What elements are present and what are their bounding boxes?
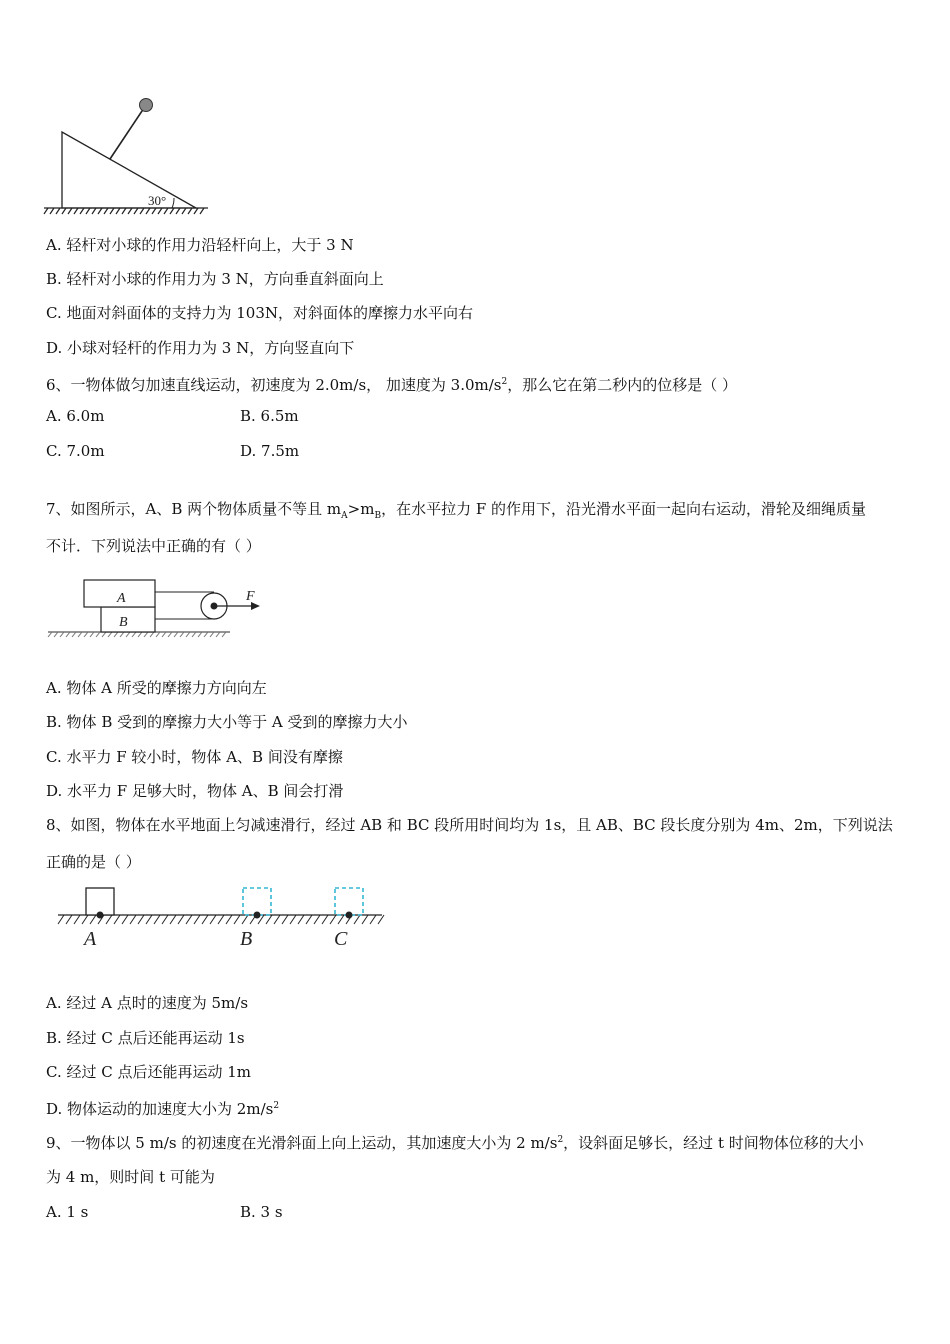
point-b-label: B: [240, 928, 253, 950]
q5-option-a: A. 轻杆对小球的作用力沿轻杆向上，大于 3 N: [46, 236, 354, 254]
angle-arc: [172, 198, 174, 208]
q7-option-b: B. 物体 B 受到的摩擦力大小等于 A 受到的摩擦力大小: [46, 713, 408, 731]
ground-hatch: [44, 208, 208, 214]
q7-stem-line2: 不计．下列说法中正确的有（ ）: [46, 537, 261, 555]
q7-stem: 7、如图所示，A、B 两个物体质量不等且 $m_A>m_B$，在水平拉力 F 的作用下，沿光滑水平面一起向右运动，滑轮及细绳质量: [46, 500, 867, 521]
q7-option-a: A. 物体 A 所受的摩擦力方向向左: [46, 679, 267, 697]
q8-stem-line2: 正确的是（ ）: [46, 853, 141, 871]
point-c-label: C: [334, 928, 348, 950]
q5-option-d: D. 小球对轻杆的作用力为 3 N，方向竖直向下: [46, 339, 355, 357]
q6-option-a: A. 6.0m: [46, 407, 105, 425]
block-at-a: [86, 888, 114, 915]
q7-option-d: D. 水平力 F 足够大时，物体 A、B 间会打滑: [46, 782, 344, 800]
incline-triangle: [62, 132, 196, 208]
ball: [140, 99, 153, 112]
q8-option-d: D. 物体运动的加速度大小为 $2m/s^2$: [46, 1100, 280, 1118]
point-a-label: A: [84, 928, 97, 950]
block-at-b: [243, 888, 271, 915]
block-a-label: A: [117, 591, 126, 606]
q9-stem: 9、一物体以 5 m/s 的初速度在光滑斜面上向上运动，其加速度大小为 2 $m/s^2$，设斜面足够长，经过 t 时间物体位移的大小: [46, 1134, 864, 1152]
block-b-label: B: [119, 615, 128, 630]
q5-option-b: B. 轻杆对小球的作用力为 3 N，方向垂直斜面向上: [46, 270, 384, 288]
q6-option-d: D. 7.5m: [240, 442, 300, 460]
q8-stem: 8、如图，物体在水平地面上匀减速滑行，经过 AB 和 BC 段所用时间均为 1s，且 AB、BC 段长度分别为 4m、2m，下列说法: [46, 816, 893, 834]
pulley-blocks-figure: [44, 576, 274, 642]
q6-option-c: C. 7.0m: [46, 442, 105, 460]
force-label: F: [246, 589, 255, 604]
q5-option-c: C. 地面对斜面体的支持力为 103N，对斜面体的摩擦力水平向右: [46, 304, 474, 322]
q6-stem: 6、一物体做匀加速直线运动，初速度为 2.0m/s， 加速度为 $3.0m/s^2$，那么它在第二秒内的位移是（ ）: [46, 376, 738, 394]
angle-label: 30°: [148, 193, 167, 208]
q9-stem-line2: 为 4 m，则时间 t 可能为: [46, 1168, 215, 1186]
q9-option-b: B. 3 s: [240, 1203, 283, 1221]
block-at-c: [335, 888, 363, 915]
incline-ball-figure: [40, 92, 215, 222]
block-b: [101, 607, 155, 632]
q7-option-c: C. 水平力 F 较小时，物体 A、B 间没有摩擦: [46, 748, 343, 766]
q8-option-a: A. 经过 A 点时的速度为 5m/s: [46, 994, 249, 1012]
q9-option-a: A. 1 s: [46, 1203, 89, 1221]
light-rod: [110, 108, 144, 159]
q8-option-b: B. 经过 C 点后还能再运动 1s: [46, 1029, 245, 1047]
q8-option-c: C. 经过 C 点后还能再运动 1m: [46, 1063, 252, 1081]
q6-option-b: B. 6.5m: [240, 407, 299, 425]
sliding-block-figure: [54, 882, 386, 952]
